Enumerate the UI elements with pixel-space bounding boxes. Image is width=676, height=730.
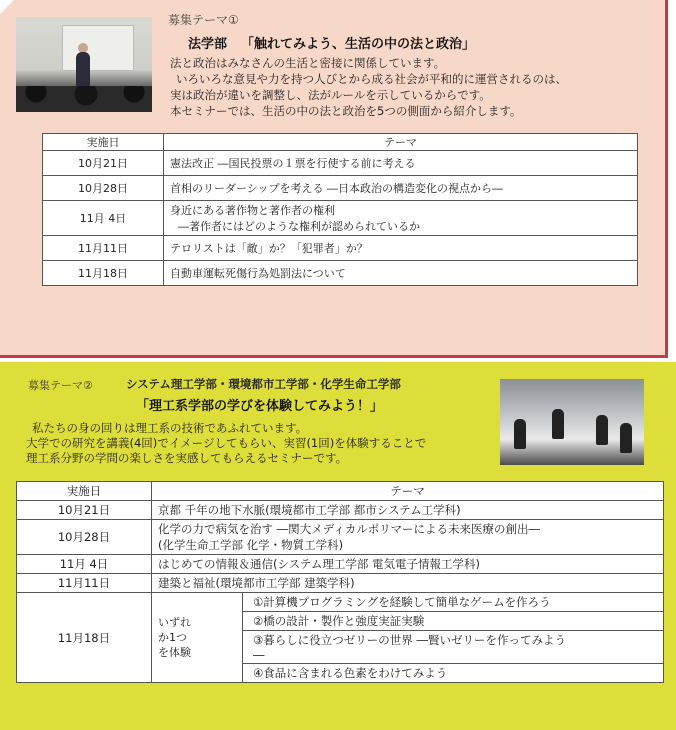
option-item: ④食品に含まれる色素をわけてみよう [253, 666, 448, 680]
col-theme-header: テーマ [152, 482, 664, 501]
date-cell: 10月28日 [43, 176, 164, 201]
theme-line: ―著作者にはどのような権利が認められているか [178, 220, 420, 233]
theme1-heading: 「触れてみよう、生活の中の法と政治」 [241, 37, 476, 52]
table-row [43, 201, 638, 236]
desc-line: 実は政治が違いを調整し、法がルールを示しているからです。 [170, 88, 491, 102]
table-header-row [17, 482, 664, 501]
theme-line: (化学生命工学部 化学・物質工学科) [158, 538, 344, 552]
date-cell: 11月18日 [17, 593, 152, 683]
theme2-label: 募集テーマ② [28, 379, 93, 392]
option-line: ― [253, 648, 265, 662]
theme-cell: 自動車運転死傷行為処罰法について [164, 261, 638, 286]
date-cell: 11月18日 [43, 261, 164, 286]
lecture-photo [16, 17, 152, 112]
option-item: ②橋の設計・製作と強度実証実験 [243, 612, 663, 631]
theme2-description [26, 421, 426, 466]
table-row [17, 593, 664, 683]
date-cell: 11月 4日 [43, 201, 164, 236]
theme-cell [152, 520, 664, 555]
choose-one-note [152, 593, 243, 683]
table-row [17, 574, 664, 593]
table-row [43, 236, 638, 261]
col-date-header: 実施日 [17, 482, 152, 501]
theme-cell: はじめての情報＆通信(システム理工学部 電気電子情報工学科) [152, 555, 664, 574]
date-cell: 11月11日 [17, 574, 152, 593]
table-row [43, 151, 638, 176]
theme-cell: 首相のリーダーシップを考える ―日本政治の構造変化の視点から― [164, 176, 638, 201]
theme2-departments: システム理工学部・環境都市工学部・化学生命工学部 [126, 377, 401, 391]
date-cell: 10月21日 [17, 501, 152, 520]
theme-cell: 京都 千年の地下水脈(環境都市工学部 都市システム工学科) [152, 501, 664, 520]
theme1-title [188, 33, 475, 52]
table-row [43, 176, 638, 201]
theme2-heading: 「理工系学部の学びを体験してみよう！」 [136, 399, 384, 414]
theme1-department: 法学部 [188, 37, 228, 52]
desc-line: 大学での研究を講義(4回)でイメージしてもらい、実習(1回)を体験することで [26, 436, 427, 450]
table-row [43, 261, 638, 286]
theme2-schedule-table [16, 481, 664, 683]
hint-line: か1つ [158, 631, 187, 644]
desc-line: 理工系分野の学問の楽しさを実感してもらえるセミナーです。 [26, 451, 348, 465]
col-date-header: 実施日 [43, 134, 164, 151]
theme-cell: 憲法改正 ―国民投票の１票を行使する前に考える [164, 151, 638, 176]
option-item: ①計算機プログラミングを経験して簡単なゲームを作ろう [243, 593, 663, 612]
theme1-label: 募集テーマ① [168, 13, 239, 27]
date-cell: 10月28日 [17, 520, 152, 555]
theme-cell: 建築と福祉(環境都市工学部 建築学科) [152, 574, 664, 593]
option-line: ③暮らしに役立つゼリーの世界 ―賢いゼリーを作ってみよう [253, 633, 566, 647]
date-cell: 11月 4日 [17, 555, 152, 574]
desc-line: いろいろな意見や力を持つ人びとから成る社会が平和的に運営されるのは、 [176, 72, 567, 86]
desc-line: 私たちの身の回りは理工系の技術であふれています。 [32, 421, 308, 435]
table-row [17, 555, 664, 574]
col-theme-header: テーマ [164, 134, 638, 151]
table-row [17, 501, 664, 520]
theme-line: 化学の力で病気を治す ―関大メディカルポリマーによる未来医療の創出― [158, 522, 541, 536]
option-item [243, 631, 663, 664]
lab-photo [500, 379, 644, 465]
theme-line: 身近にある著作物と著作者の権利 [170, 204, 335, 217]
date-cell: 10月21日 [43, 151, 164, 176]
theme-cell [164, 201, 638, 236]
theme1-description [170, 55, 567, 119]
date-cell: 11月11日 [43, 236, 164, 261]
hint-line: を体験 [158, 646, 191, 659]
theme1-schedule-table [42, 133, 638, 286]
experiment-options [243, 593, 664, 683]
desc-line: 法と政治はみなさんの生活と密接に関係しています。 [170, 56, 446, 70]
table-header-row [43, 134, 638, 151]
table-row [17, 520, 664, 555]
desc-line: 本セミナーでは、生活の中の法と政治を5つの側面から紹介します。 [170, 104, 522, 118]
theme-cell: テロリストは「敵」か？「犯罪者」か？ [164, 236, 638, 261]
hint-line: いずれ [158, 616, 191, 629]
